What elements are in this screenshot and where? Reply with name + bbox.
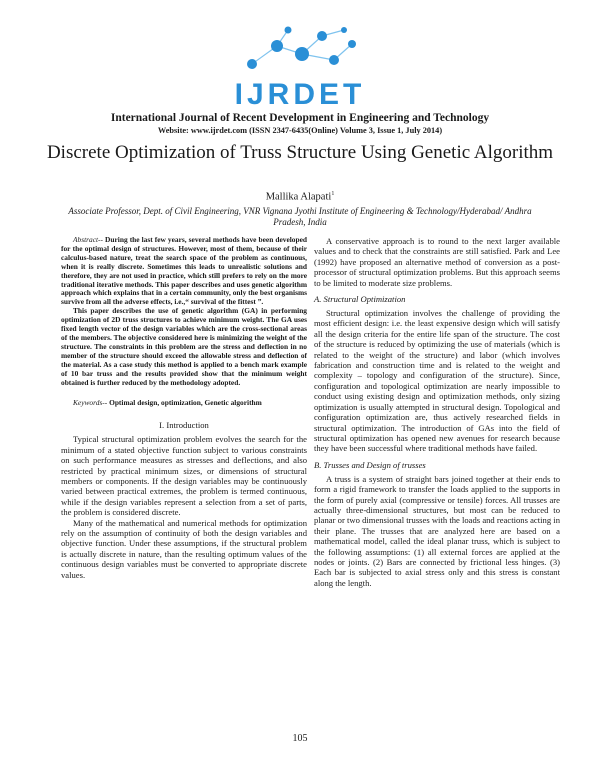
author-superscript: 1 xyxy=(331,191,335,197)
section-heading-introduction: I. Introduction xyxy=(159,420,209,431)
structural-optimization-paragraph: Structural optimization involves the challenge of providing the most efficient design: i.e. the least expensive design which will satisfy all the design criteria for the entire life span of the structure. The cost of the structure is reduced by optimizing the use of materials (which is related to the weight of the structure) and labor (which involves fabrication and construction time and is related to the weight and complexity – topology and configuration of the structure). Since, configuration and topological optimization are nearly impossible to conduct using existing design and optimization methods, only sizing optimization is usually attempted in structural design. Topological and configuration optimization are, thus actively researched fields in structural optimization. The introduction of GAs into the field of structural optimization has opened new avenues for research because they have been successful where traditional methods have failed. xyxy=(314,308,560,454)
abstract-paragraph-2: This paper describes the use of genetic algorithm (GA) in performing optimization of 2D truss structures to achieve minimum weight. The GA uses fixed length vector of the design variables which are the cross-sectional areas of the members. The objective considered here is minimizing the weight of the structure. The constraints in this problem are the stress and deflection in no member of the structure should exceed the allowable stress and deflection of the material. As a case study this method is applied to a bench mark example of 10 bar truss and the results provided show that the minimum weight obtained is further reduced by the methodology adopted. xyxy=(61,306,307,387)
page-number: 105 xyxy=(292,733,308,744)
trusses-paragraph: A truss is a system of straight bars joined together at their ends to form a rigid framework to transfer the loads applied to the supports in the form of purely axial (compressive or tensile) forces. All trusses are actually three-dimensional structures, but most can be reduced to planar or two dimensional trusses with the loads and reactions acting in their plane. The trusses that are analyzed here are based on a mathematical model, called the ideal planar truss, which is subject to the following assumptions: (1) all external forces are applied at the nodes or joints. (2) Bars are connected by frictional less hinges. (3) Each bar is subjected to axial stress only and this stress is constant along the length. xyxy=(314,473,560,588)
author-name xyxy=(0,191,600,203)
journal-name: International Journal of Recent Development in Engineering and Technology xyxy=(110,112,490,124)
author-name-text: Mallika Alapati xyxy=(265,191,332,203)
logo-text: IJRDET xyxy=(234,78,366,111)
author-affiliation: Associate Professor, Dept. of Civil Engineering, VNR Vignana Jyothi Institute of Engineering & Technology/Hyderabad/ Andhra Pradesh, India xyxy=(68,206,532,227)
section-heading-structural-optimization: A. Structural Optimization xyxy=(314,294,406,305)
paper-title: Discrete Optimization of Truss Structure Using Genetic Algorithm xyxy=(46,142,554,163)
abstract-label: Abstract-- xyxy=(73,235,103,244)
abstract-paragraph-1 xyxy=(61,236,307,307)
intro-paragraph-2: Many of the mathematical and numerical methods for optimization rely on the assumption of continuity of both the design variables and objective function. Under these assumptions, if the structural problem is actually discrete in nature, than the resulting optimum values of the continuous design variables must be converted to appropriate discrete values. xyxy=(61,517,307,580)
journal-logo xyxy=(222,24,378,112)
intro-paragraph-3: A conservative approach is to round to the next larger available values and to check that the constraints are still satisfied. Park and Lee (1992) have proposed an alternative method of conversion as a post-processor of structural optimization problems. But this approach seems to be limited to moderate size problems. xyxy=(314,236,560,288)
intro-paragraph-1: Typical structural optimization problem evolves the search for the minimum of a stated objective function subject to various constraints on such performance measures as stresses and deflections, and also restricted by practical minimum sizes, or dimensions of structural members or components. If the design variables may be continuously varied between practical extremes, the problem is termed continuous, while if the design variables represent a selection from a set of parts, the problem is considered discrete. xyxy=(61,434,307,518)
left-column xyxy=(61,236,307,580)
section-heading-trusses: B. Trusses and Design of trusses xyxy=(314,459,426,470)
keywords-label: Keywords-- xyxy=(73,398,108,408)
journal-website: Website: www.ijrdet.com (ISSN 2347-6435(Online) Volume 3, Issue 1, July 2014) xyxy=(157,126,443,135)
keywords-text: Optimal design, optimization, Genetic algorithm xyxy=(109,398,262,408)
right-column xyxy=(314,236,560,588)
keywords xyxy=(61,399,307,408)
abstract-text-1: During the last few years, several methods have been developed for the optimal design of structures. However, most of them, because of their calculus-based nature, treat the search space of the problem as continuous, when it is really discrete. Sometimes this leads to unrealistic solutions and therefore, they are not used in practice, which still prefers to rely on the more traditional iterative methods. This paper describes and uses genetic algorithm approach which explains that in a certain community, only the best organisms survive from all the adverse effects, i.e.,“ survival of the fittest ”. xyxy=(61,235,307,307)
